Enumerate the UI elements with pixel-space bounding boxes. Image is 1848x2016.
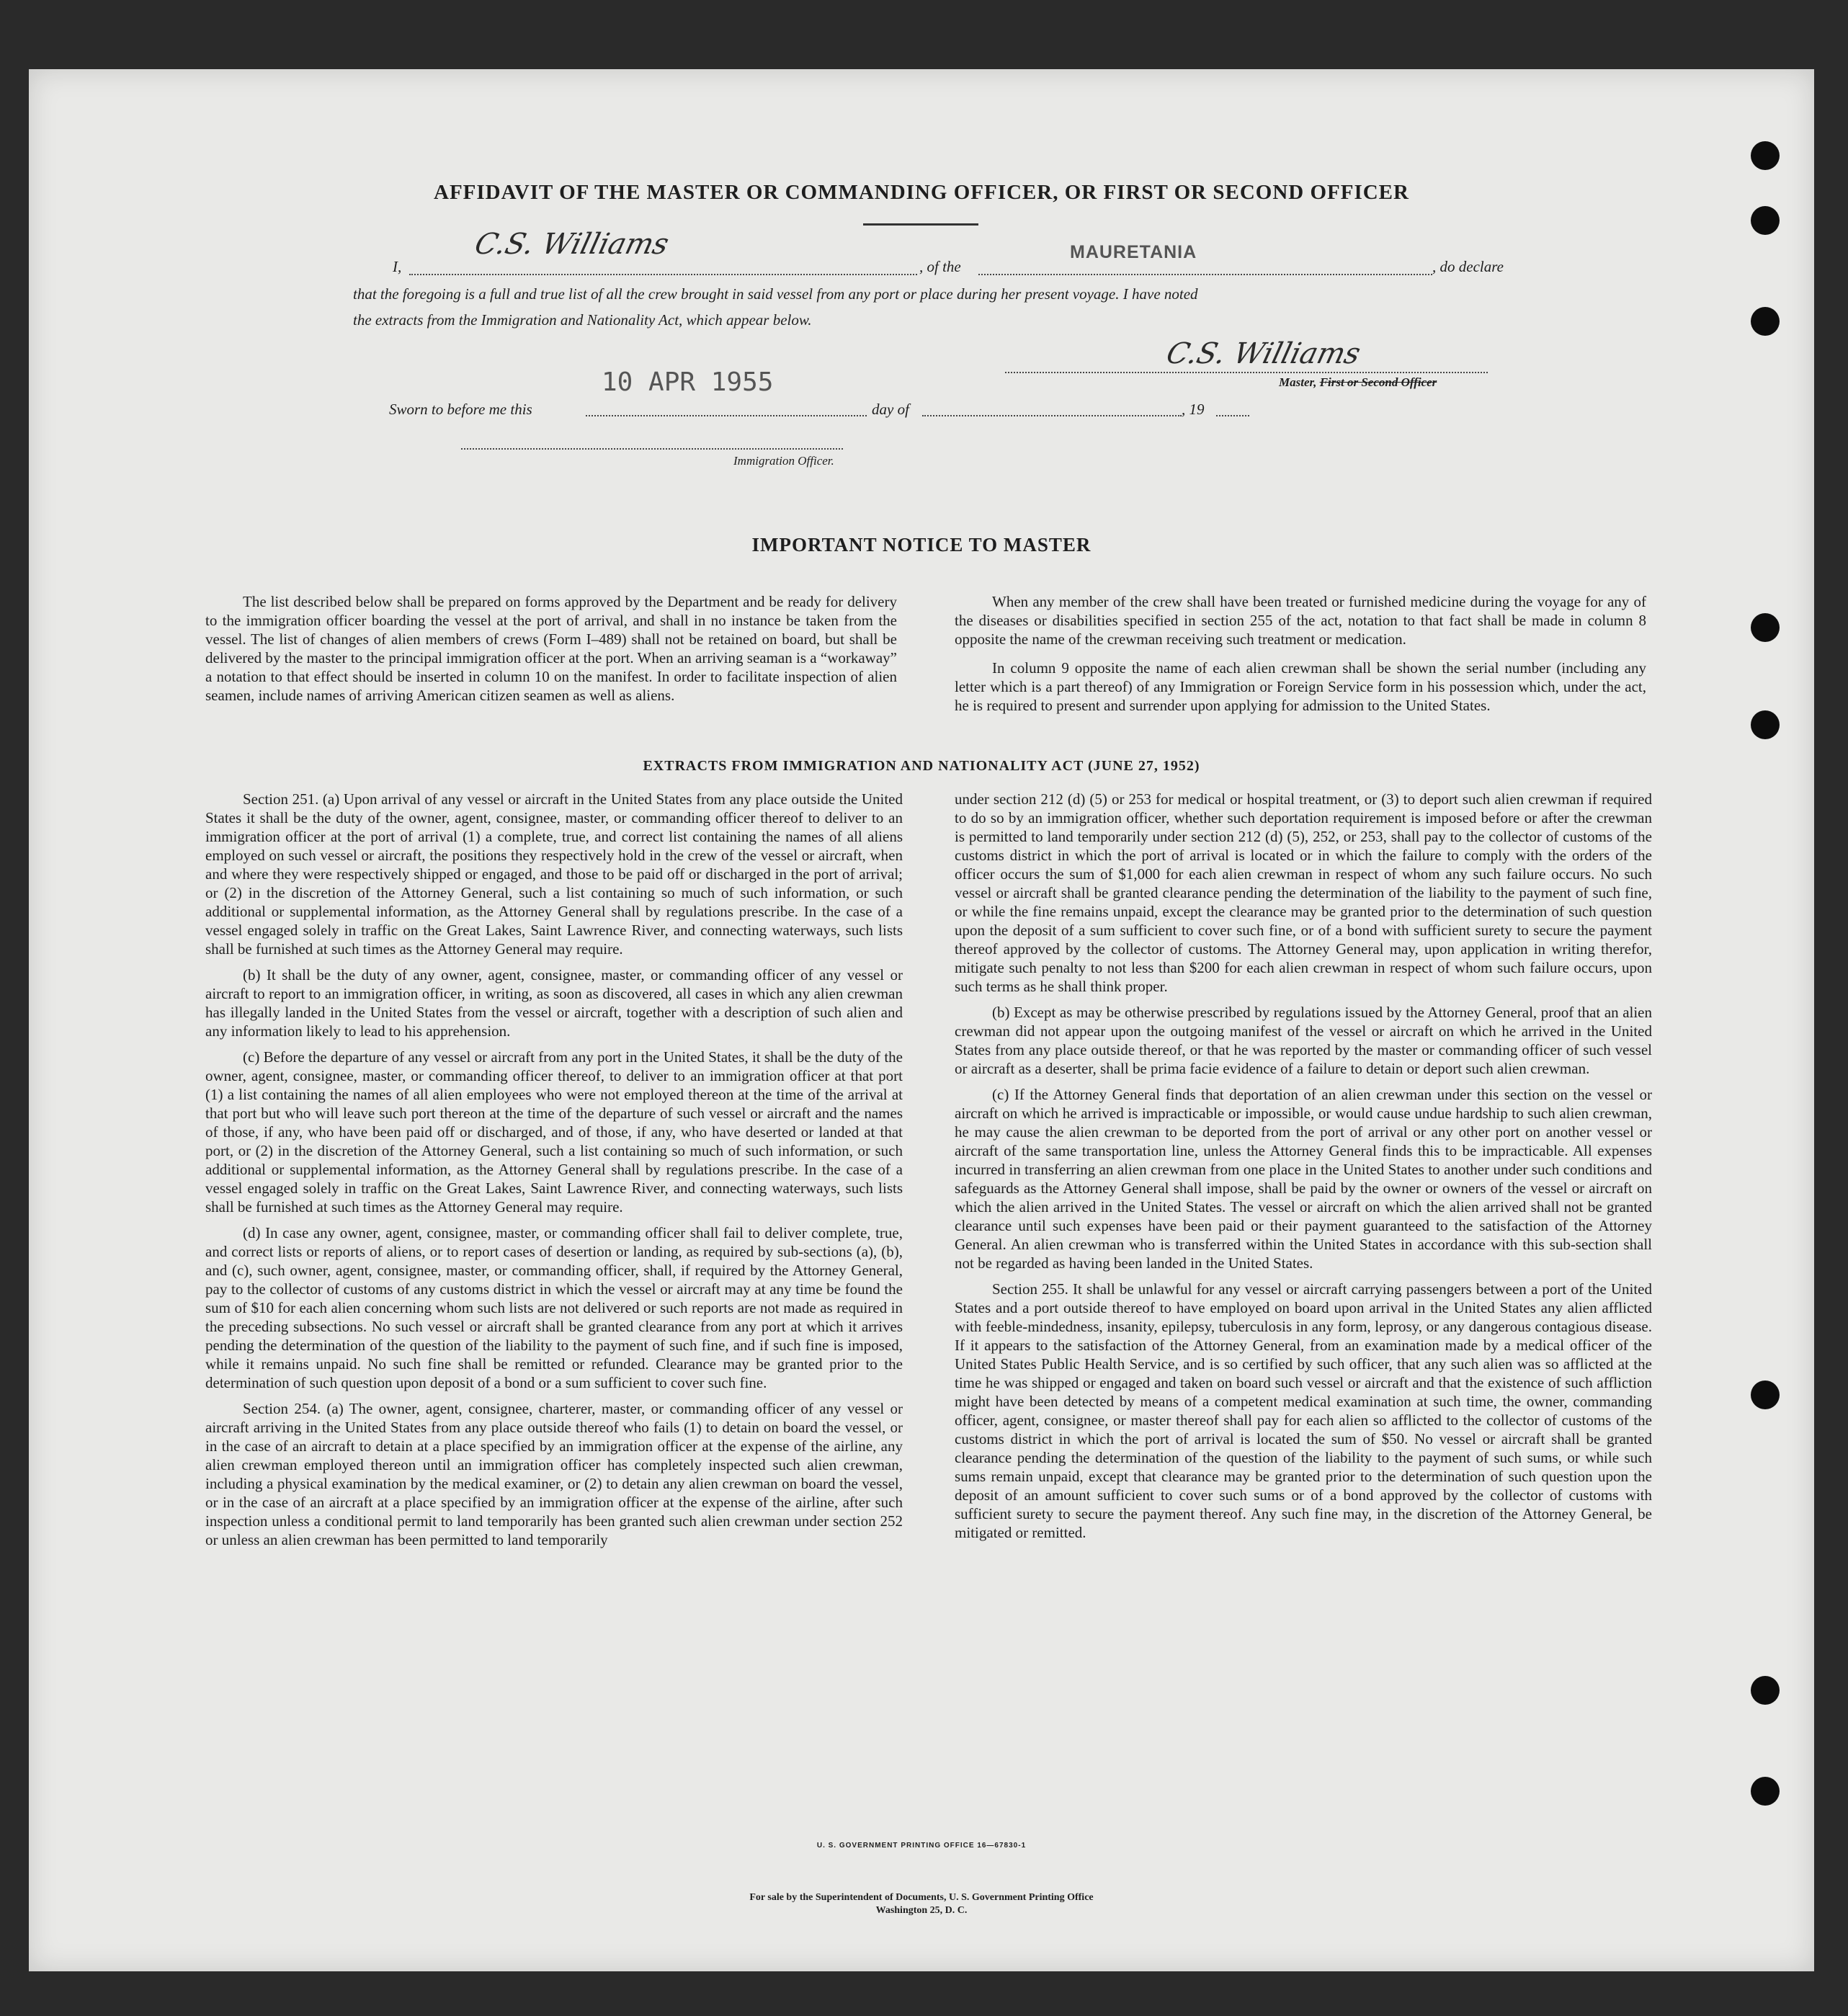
- i-label: I,: [393, 258, 402, 275]
- binder-hole: [1751, 710, 1780, 739]
- extract-paragraph: (c) If the Attorney General finds that deportation of an alien crewman under this section on the vessel or aircraft on which he arrived is impracticable or impossible, or would cause undue hardship to such alien crewman, he may cause the alien crewman to be deported from the port of arrival or any other port on another vessel or aircraft of the same transportation line, unless the Attorney General finds this to be impracticable. All expenses incurred in transferring an alien crewman from one place in the United States to another under such conditions and safeguards as the Attorney General shall impose, shall be paid by the owner or owners of the vessel or aircraft on which the alien arrived in the United States. The vessel or aircraft on which the alien arrived shall not be granted clearance until such expenses have been paid or their payment guaranteed to the satisfaction of the Attorney General. An alien crewman who is transferred within the United States in accordance with this sub-section shall not be regarded as having been landed in the United States.: [955, 1086, 1652, 1272]
- vessel-name-stamp: MAURETANIA: [1070, 242, 1197, 262]
- declarant-signature: C.S. Williams: [471, 228, 672, 261]
- notice-paragraph: In column 9 opposite the name of each alien crewman shall be shown the serial number (including any letter which is a part thereof) of any Immigration or Foreign Service form in his possession which, under the act, he is required to present and surrender upon applying for admission to the United States.: [955, 659, 1646, 714]
- binder-hole: [1751, 1777, 1780, 1806]
- notice-left-column: [205, 592, 897, 705]
- struck-officer-title: First or Second Officer: [1319, 375, 1437, 389]
- notice-paragraph: The list described below shall be prepared on forms approved by the Department and be ready for delivery to the immigration officer boarding the vessel at the port of arrival, and shall in no instance be taken from the vessel. The list of changes of alien members of crews (Form I–489) shall not be retained on board, but shall be delivered by the master to the principal immigration officer at the port. When an arriving seaman is a “workaway” a notation to that effect should be inserted in column 10 on the manifest. In order to facilitate inspection of alien seamen, include names of arriving American citizen seamen as well as aliens.: [205, 593, 897, 704]
- master-signature: C.S. Williams: [1163, 337, 1364, 370]
- declaration-text: the extracts from the Immigration and Nationality Act, which appear below.: [353, 311, 812, 329]
- year-label: , 19: [1182, 401, 1205, 418]
- binder-hole: [1751, 1381, 1780, 1409]
- extract-paragraph: (d) In case any owner, agent, consignee, master, or commanding officer shall fail to deliver complete, true, and correct lists or reports of aliens, or to report cases of desertion or landing, as required by sub-sections (a), (b), and (c), such owner, agent, consignee, master, or commanding officer, shall, if required by the Attorney General, pay to the collector of customs of any customs district in which the vessel or aircraft may at any time be found the sum of $10 for each alien concerning whom such lists are not delivered or such reports are not made as required in the preceding subsections. No such vessel or aircraft shall be granted clearance from any port at which it arrives pending the determination of the question of the liability to the payment of such fine, and if such fine is imposed, while it remains unpaid. No such fine shall be remitted or refunded. Clearance may be granted prior to the determination of such question upon deposit of a bond or a sum sufficient to cover such fine.: [205, 1224, 903, 1391]
- sale-line: For sale by the Superintendent of Documents, U. S. Government Printing Office: [749, 1892, 1094, 1903]
- binder-hole: [1751, 307, 1780, 336]
- extract-paragraph: Section 255. It shall be unlawful for any vessel or aircraft carrying passengers between a port of the United States and a port outside thereof to have employed on board upon arrival in the United States any alien afflicted with feeble-mindedness, insanity, epilepsy, tuberculosis in any form, leprosy, or any dangerous contagious disease. If it appears to the satisfaction of the Attorney General, from an examination made by a medical officer of the United States Public Health Service, and is so certified by such officer, that any such alien was so afflicted at the time he was shipped or engaged and taken on board such vessel or aircraft and that the existence of such affliction might have been detected by means of a competent medical examination at such time, the owner, commanding officer, agent, consignee, or master thereof shall pay for each alien so afflicted to the collector of customs of the customs district in which the port of arrival is located the sum of $50. No vessel or aircraft shall be granted clearance pending the determination of the question of the liability to the payment of such sums, or while such sums remain unpaid, except that clearance may be granted prior to the determination of such question upon the deposit of an amount sufficient to cover such sums or of a bond approved by the collector of customs with sufficient surety to secure the payment thereof. Any such fine may, in the discretion of the Attorney General, be mitigated or remitted.: [955, 1280, 1652, 1541]
- notice-title: IMPORTANT NOTICE TO MASTER: [751, 534, 1092, 556]
- binder-hole: [1751, 1676, 1780, 1705]
- extract-paragraph: under section 212 (d) (5) or 253 for medical or hospital treatment, or (3) to deport such alien crewman if required to do so by an immigration officer, whether such deportation requirement is imposed before or after the crewman is permitted to land temporarily under section 212 (d) (5), 252, or 253, shall pay to the collector of customs of the customs district in which the port of arrival is located or in which the failure to comply with the orders of the officer occurs the sum of $1,000 for each alien crewman in respect of whom any such failure occurs. No such vessel or aircraft shall be granted clearance pending the determination of the liability to the payment of such fine, or while the fine remains unpaid, except the clearance may be granted prior to the determination of such question upon the deposit of a sum sufficient to cover such fine, or of a bond with sufficient surety to secure the payment thereof approved by the collector of customs. The Attorney General may, upon application in writing therefor, mitigate such penalty to not less than $200 for each alien crewman in respect of whom such failure occurs, upon such terms as he shall think proper.: [955, 790, 1652, 995]
- extracts-right-column: [955, 790, 1652, 1542]
- extracts-left-column: [205, 790, 903, 1549]
- printer-line: U. S. GOVERNMENT PRINTING OFFICE 16—67830-1: [816, 1842, 1027, 1850]
- extract-paragraph: (b) It shall be the duty of any owner, agent, consignee, master, or commanding officer of any vessel or aircraft to report to an immigration officer, in writing, as soon as discovered, all cases in which any alien crewman has illegally landed in the United States from the vessel or aircraft, together with a description of such alien and any information likely to lead to his apprehension.: [205, 966, 903, 1040]
- do-declare-label: , do declare: [1432, 258, 1504, 275]
- declarant-name-line: [409, 274, 917, 275]
- master-signature-line: [1005, 372, 1488, 373]
- sale-notice: [29, 1891, 1814, 1917]
- notice-paragraph: When any member of the crew shall have been treated or furnished medicine during the voyage for any of the diseases or disabilities specified in section 255 of the act, notation to that fact shall be made in column 8 opposite the name of the crewman receiving such treatment or medication.: [955, 593, 1646, 648]
- binder-hole: [1751, 206, 1780, 235]
- sworn-label: Sworn to before me this: [389, 401, 532, 418]
- extracts-title: EXTRACTS FROM IMMIGRATION AND NATIONALITY ACT (JUNE 27, 1952): [643, 758, 1200, 774]
- vessel-name-line: [978, 274, 1432, 275]
- immigration-officer-line: [461, 448, 843, 450]
- immigration-officer-label: Immigration Officer.: [733, 454, 834, 468]
- title-divider: [863, 223, 978, 226]
- sworn-year-line: [1216, 415, 1249, 416]
- master-title-label: Master,: [1279, 375, 1317, 389]
- extract-paragraph: (b) Except as may be otherwise prescribed by regulations issued by the Attorney General, proof that an alien crewman did not appear upon the outgoing manifest of the vessel or aircraft on which he arrived in the United States from any place outside thereof, or that he was reported by the master or commanding officer of such vessel or aircraft as a deserter, shall be prima facie evidence of a failure to detain or deport such alien crewman.: [955, 1004, 1652, 1077]
- sworn-month-line: [922, 415, 1182, 416]
- extract-paragraph: Section 254. (a) The owner, agent, consignee, charterer, master, or commanding officer of any vessel or aircraft arriving in the United States from any place outside thereof who fails (1) to detain on board the vessel, or in the case of an aircraft to detain at a place specified by an immigration officer at the expense of the airline, any alien crewman employed thereon until an immigration officer has completely inspected such alien crewman, including a physical examination by the medical examiner, or (2) to detain any alien crewman on board the vessel, or in the case of an aircraft at a place specified by an immigration officer at the expense of the airline, after such inspection unless a conditional permit to land temporarily has been granted such alien crewman under section 252 or unless an alien crewman has been permitted to land temporarily: [205, 1400, 903, 1548]
- sworn-date-stamp: 10 APR 1955: [602, 367, 774, 397]
- extract-paragraph: (c) Before the departure of any vessel or aircraft from any port in the United States, it shall be the duty of the owner, agent, consignee, master, or commanding officer thereof, to deliver to an immigration officer at that port (1) a list containing the names of all alien employees who were not employed thereon at the time of the arrival at that port but who will leave such port thereon at the time of the departure of such vessel or aircraft and the names of those, if any, who have been paid off or discharged, and of those, if any, who have deserted or landed at that port, or (2) in the discretion of the Attorney General, such a list containing so much of such information, or such additional or supplemental information, as the Attorney General shall by regulations prescribe. In the case of a vessel engaged solely in traffic on the Great Lakes, Saint Lawrence River, and connecting waterways, such lists shall be furnished at such times as the Attorney General may require.: [205, 1048, 903, 1216]
- declaration-text: that the foregoing is a full and true list of all the crew brought in said vessel from any port or place during her present voyage. I have noted: [353, 285, 1198, 303]
- document-page: [29, 69, 1814, 1971]
- master-title: [1279, 375, 1437, 390]
- binder-hole: [1751, 613, 1780, 642]
- sworn-day-line: [586, 415, 867, 416]
- affidavit-title: AFFIDAVIT OF THE MASTER OR COMMANDING OFFICER, OR FIRST OR SECOND OFFICER: [434, 181, 1409, 204]
- notice-right-column: [955, 592, 1646, 715]
- extract-paragraph: Section 251. (a) Upon arrival of any vessel or aircraft in the United States from any place outside the United States it shall be the duty of the owner, agent, consignee, master, or commanding officer thereof to deliver to an immigration officer at the port of arrival (1) a complete, true, and correct list containing the names of all aliens employed on such vessel or aircraft, the positions they respectively hold in the crew of the vessel or aircraft, when and where they were respectively shipped or engaged, and those to be paid off or discharged in the port of arrival; or (2) in the discretion of the Attorney General, such a list containing so much of such information, or such additional or supplemental information, as the Attorney General shall by regulations prescribe. In the case of a vessel engaged solely in traffic on the Great Lakes, Saint Lawrence River, and connecting waterways, such lists shall be furnished at such times as the Attorney General may require.: [205, 790, 903, 958]
- binder-hole: [1751, 141, 1780, 170]
- day-of-label: day of: [872, 401, 909, 418]
- of-the-label: , of the: [919, 258, 961, 275]
- sale-line: Washington 25, D. C.: [875, 1905, 968, 1916]
